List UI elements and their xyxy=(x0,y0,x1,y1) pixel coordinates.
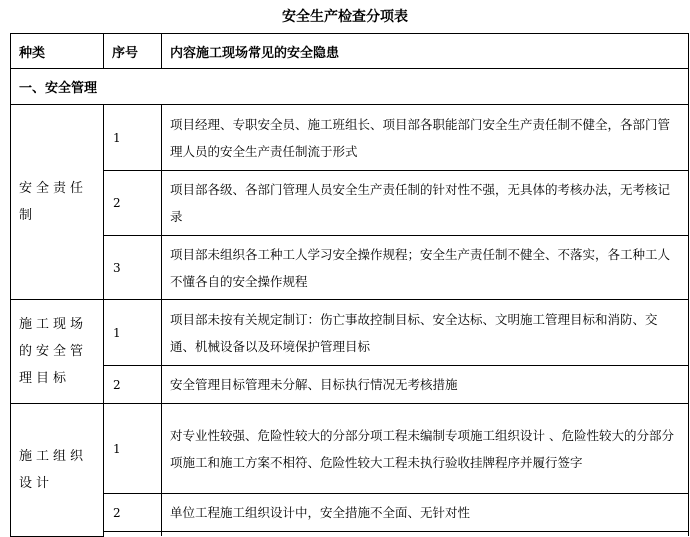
row-description: 对专业性较强、危险性较大的分部分项工程未编制专项施工组织设计 、危险性较大的分部分项施工和施工方案不相符、危险性较大工程未执行验收挂牌程序并履行签字 xyxy=(162,404,689,494)
row-number: 1 xyxy=(104,105,162,171)
table-row xyxy=(11,404,689,494)
table-row xyxy=(11,494,689,532)
table-row xyxy=(11,300,689,366)
row-number: 3 xyxy=(104,236,162,300)
table-row xyxy=(11,105,689,171)
table-header-row xyxy=(11,34,689,69)
row-description: 安全管理目标管理未分解、目标执行情况无考核措施 xyxy=(162,366,689,404)
row-number: 2 xyxy=(104,366,162,404)
cut-cell-description xyxy=(162,532,689,537)
table-cut-row xyxy=(11,532,689,537)
category-cell: 施工组织设计 xyxy=(11,404,104,537)
cut-cell-number xyxy=(104,532,162,537)
safety-inspection-table xyxy=(10,33,689,537)
table-row xyxy=(11,236,689,300)
row-description: 项目部未按有关规定制订：伤亡事故控制目标、安全达标、文明施工管理目标和消防、交通、机械设备以及环境保护管理目标 xyxy=(162,300,689,366)
header-content: 内容施工现场常见的安全隐患 xyxy=(162,34,689,69)
table-row xyxy=(11,171,689,236)
table-row xyxy=(11,366,689,404)
category-cell: 施工现场的安全管理目标 xyxy=(11,300,104,404)
header-number: 序号 xyxy=(104,34,162,69)
section-row xyxy=(11,69,689,105)
row-number: 2 xyxy=(104,494,162,532)
row-description: 项目部未组织各工种工人学习安全操作规程；安全生产责任制不健全、不落实，各工种工人不懂各自的安全操作规程 xyxy=(162,236,689,300)
row-description: 项目经理、专职安全员、施工班组长、项目部各职能部门安全生产责任制不健全，各部门管理人员的安全生产责任制流于形式 xyxy=(162,105,689,171)
category-cell: 安全责任制 xyxy=(11,105,104,300)
row-description: 项目部各级、各部门管理人员安全生产责任制的针对性不强，无具体的考核办法，无考核记录 xyxy=(162,171,689,236)
row-number: 1 xyxy=(104,300,162,366)
row-number: 2 xyxy=(104,171,162,236)
header-category: 种类 xyxy=(11,34,104,69)
row-number: 1 xyxy=(104,404,162,494)
section-title: 一、安全管理 xyxy=(11,69,689,105)
page-title: 安全生产检查分项表 xyxy=(282,9,408,25)
row-description: 单位工程施工组织设计中，安全措施不全面、无针对性 xyxy=(162,494,689,532)
